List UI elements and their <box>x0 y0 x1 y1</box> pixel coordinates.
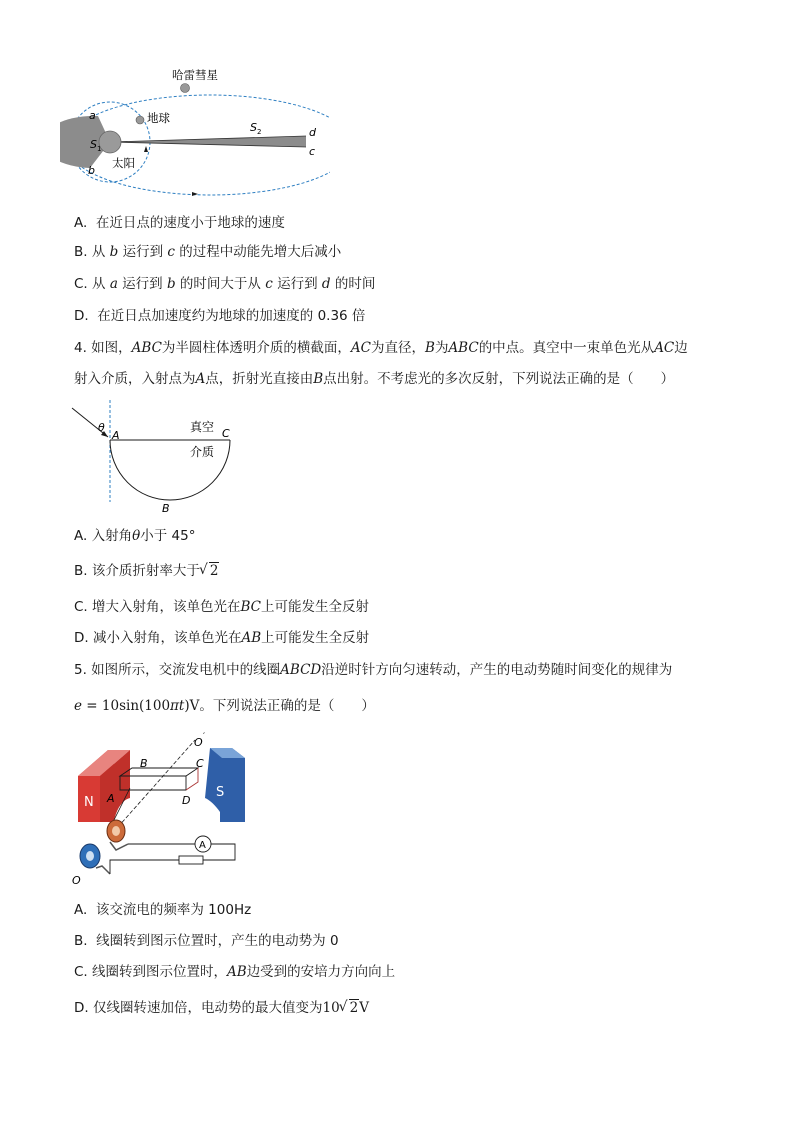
label-a: a <box>89 109 96 122</box>
q4-option-b: B. 该介质折射率大于 √ 2 <box>74 562 219 580</box>
q4-option-d: D. 减小入射角，该单色光在AB上可能发生全反射 <box>74 630 370 646</box>
label-B: B <box>162 502 170 515</box>
label-O-top: O <box>194 736 203 749</box>
generator-figure <box>70 728 250 890</box>
ammeter-label: A <box>199 840 206 851</box>
label-C: C <box>196 757 204 770</box>
q4-option-c: C. 增大入射角，该单色光在BC上可能发生全反射 <box>74 599 370 615</box>
label-O-bottom: O <box>72 874 81 887</box>
label-D: D <box>182 794 191 807</box>
label-c: c <box>309 145 316 158</box>
q5-stem-line1: 5. 如图所示，交流发电机中的线圈ABCD沿逆时针方向匀速转动，产生的电动势随时间变化的规律为 <box>74 662 673 678</box>
sun <box>99 131 121 153</box>
q5-option-a: A. 该交流电的频率为 100Hz <box>74 902 252 918</box>
orbit-arrow <box>144 146 148 152</box>
label-medium: 介质 <box>190 445 215 459</box>
label-A: A <box>112 429 120 442</box>
label-S: S <box>216 785 225 800</box>
q3-option-d: D. 在近日点加速度约为地球的加速度的 0.36 倍 <box>74 308 366 324</box>
label-C: C <box>222 427 230 440</box>
label-b: b <box>88 164 95 177</box>
label-O-prime: ′ <box>203 732 206 742</box>
q3-option-b: B. 从 b 运行到 c 的过程中动能先增大后减小 <box>74 244 342 260</box>
label-s1: S <box>90 138 97 151</box>
orbit-arrow <box>192 192 198 196</box>
q5-stem-line2: e = 10sin(100πt)V。下列说法正确的是（ ） <box>74 698 375 714</box>
label-sun: 太阳 <box>112 156 135 170</box>
q4-option-a: A. 入射角θ小于 45° <box>74 528 196 544</box>
coil <box>120 768 198 776</box>
label-s1-sub: 1 <box>97 145 102 153</box>
q5-option-b: B. 线圈转到图示位置时，产生的电动势为 0 <box>74 933 339 949</box>
label-vacuum: 真空 <box>190 420 215 434</box>
label-comet: 哈雷彗星 <box>172 68 218 82</box>
q4-stem-line2: 射入介质，入射点为A点，折射光直接由B点出射。不考虑光的多次反射，下列说法正确的是（ ） <box>74 371 675 387</box>
label-B: B <box>140 757 148 770</box>
q3-option-a: A. 在近日点的速度小于地球的速度 <box>74 215 285 231</box>
label-d: d <box>309 126 316 139</box>
resistor <box>179 856 203 864</box>
semicircle-medium-figure <box>70 400 250 520</box>
q5-option-c: C. 线圈转到图示位置时，AB边受到的安培力方向向上 <box>74 964 396 980</box>
q5-option-d: D. 仅线圈转速加倍，电动势的最大值变为10 √ 2V <box>74 999 369 1017</box>
magnet-s <box>205 748 245 822</box>
label-s2: S <box>250 121 257 134</box>
label-N: N <box>84 795 94 810</box>
label-earth: 地球 <box>147 111 170 125</box>
label-s2-sub: 2 <box>257 128 262 136</box>
label-theta: θ <box>98 421 105 434</box>
q3-option-c: C. 从 a 运行到 b 的时间大于从 c 运行到 d 的时间 <box>74 276 376 292</box>
comet <box>181 84 190 93</box>
comet-orbit-figure <box>60 60 330 200</box>
label-A: A <box>107 792 115 805</box>
q4-stem-line1: 4. 如图，ABC为半圆柱体透明介质的横截面，AC为直径，B为ABC的中点。真空中一束单色光从AC边 <box>74 340 688 356</box>
earth <box>136 116 144 124</box>
